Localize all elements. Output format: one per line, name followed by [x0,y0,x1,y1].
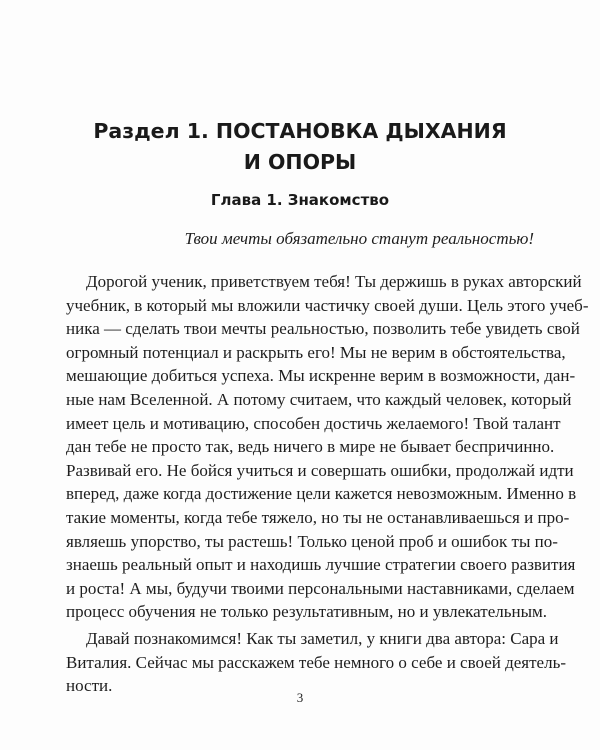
text-line: Виталия. Сейчас мы расскажем тебе немного о себе и своей деятель- [66,652,566,672]
epigraph: Твои мечты обязательно станут реальностью! [184,229,534,248]
text-line: дан тебе не просто так, ведь ничего в мире не бывает беспричинно. [66,437,555,457]
text-line: вперед, даже когда достижение цели кажется невозможным. Именно в [66,484,577,504]
text-line: учебник, в который мы вложили частичку своей души. Цель этого учеб- [66,295,589,315]
text-line: Дорогой ученик, приветствуем тебя! Ты держишь в руках авторский [86,272,582,291]
section-title-line-2: И ОПОРЫ [243,150,357,174]
text-line: мешающие добиться успеха. Мы искренне верим в возможности, дан- [66,366,576,386]
paragraph-2 [66,627,566,698]
section-title [60,116,540,178]
text-line: ные нам Вселенной. А потому считаем, что каждый человек, который [66,389,572,409]
section-title-line-1: Раздел 1. ПОСТАНОВКА ДЫХАНИЯ [93,119,507,143]
text-line: знаешь реальный опыт и находишь лучшие стратегии своего развития [66,555,576,575]
text-line: такие моменты, когда тебе тяжело, но ты не останавливаешься и про- [66,507,570,527]
body-text [66,270,589,698]
text-line: Давай познакомимся! Как ты заметил, у книги два автора: Сара и [86,628,559,648]
text-line: огромный потенциал и раскрыть его! Мы не верим в обстоятельства, [66,342,566,362]
text-line: Развивай его. Не бойся учиться и совершать ошибки, продолжай идти [66,460,574,480]
text-line: ника — сделать твои мечты реальностью, позволить тебе увидеть свой [66,319,580,339]
paragraph-1 [66,270,589,624]
chapter-title: Глава 1. Знакомство [210,191,390,209]
text-line: являешь упорство, ты растешь! Только ценой проб и ошибок ты по- [66,531,558,551]
text-line: процесс обучения не только результативным, но и увлекательным. [66,602,548,622]
text-line: и роста! А мы, будучи твоими персональными наставниками, сделаем [66,578,575,598]
page-number: 3 [296,690,304,705]
text-line: имеет цель и мотивацию, способен достичь желаемого! Твой талант [66,413,561,433]
text-line: ности. [66,676,113,696]
